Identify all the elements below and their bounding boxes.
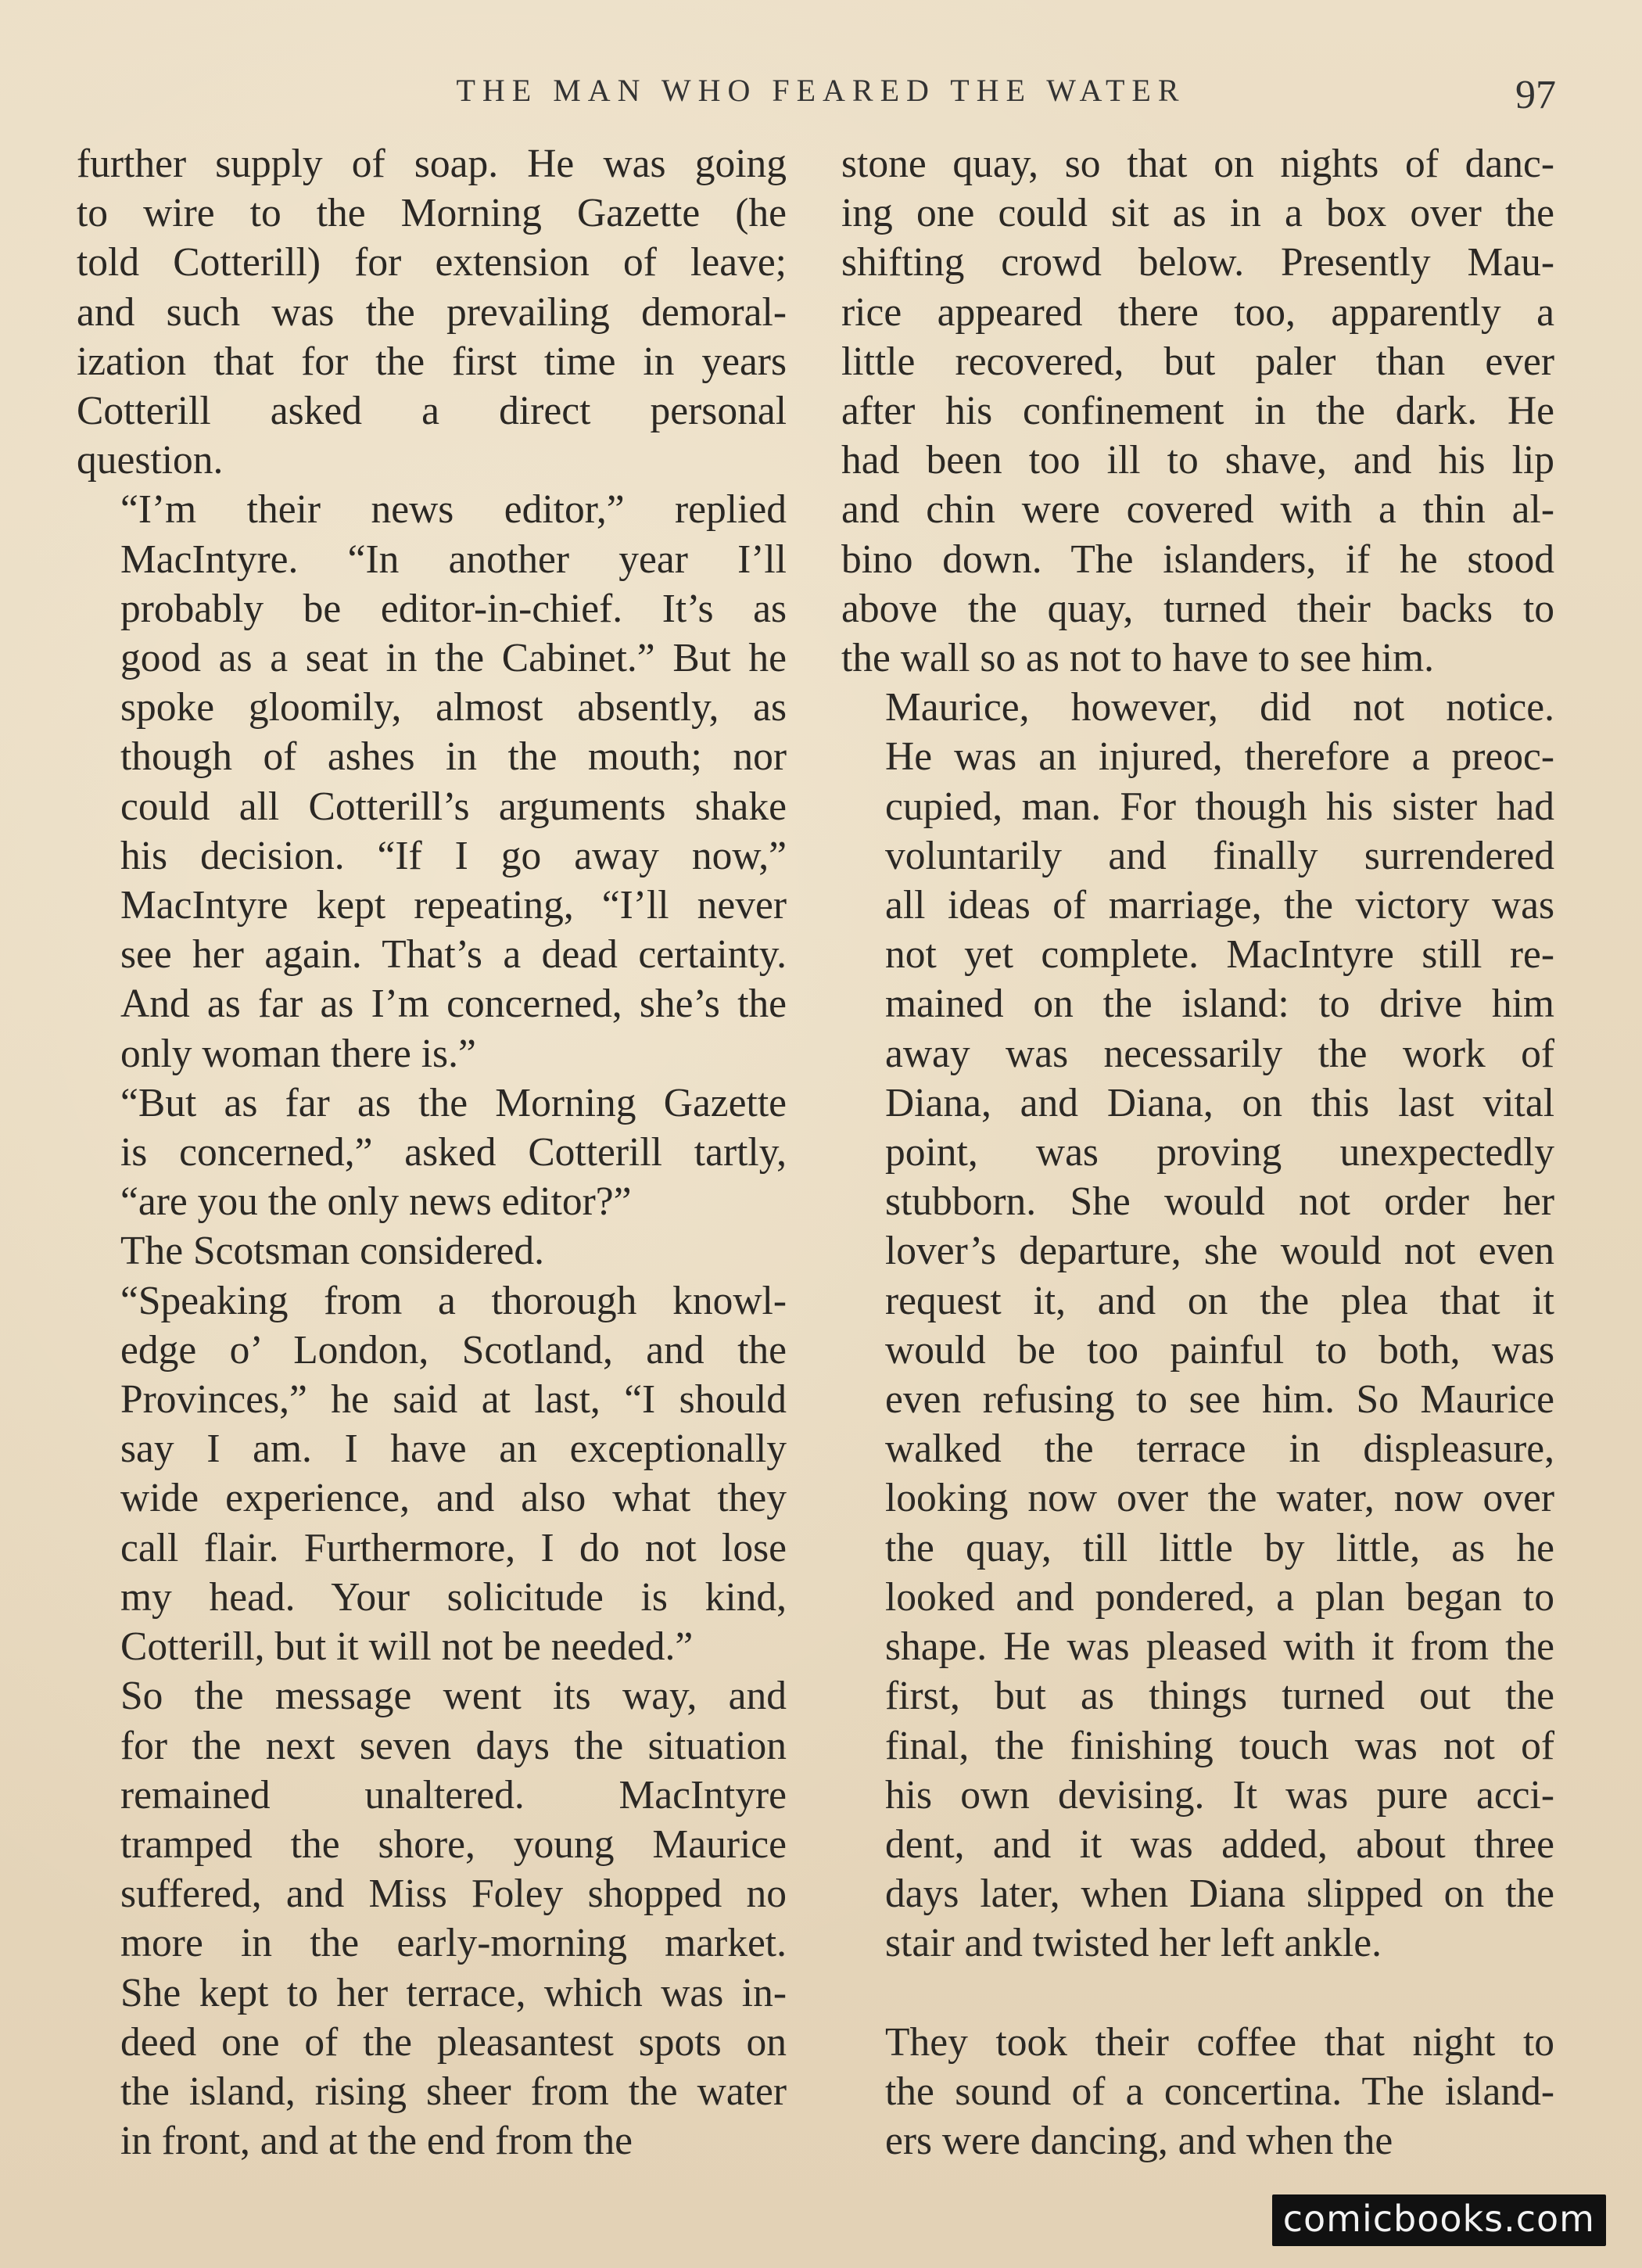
text-line: So the message went its way, and — [120, 1674, 787, 1719]
text-line: question. — [77, 438, 224, 483]
text-line: stubborn. She would not order her — [885, 1179, 1554, 1225]
text-line: days later, when Diana slipped on the — [885, 1871, 1554, 1917]
text-line: Cotterill, but it will not be needed.” — [120, 1624, 694, 1670]
text-line: his own devising. It was pure acci- — [885, 1772, 1554, 1818]
text-line: ization that for the first time in years — [77, 339, 787, 384]
text-line: edge o’ London, Scotland, and the — [120, 1327, 787, 1373]
text-line: Maurice, however, did not notice. — [885, 685, 1554, 730]
text-line: tramped the shore, young Maurice — [120, 1821, 787, 1867]
text-line: though of ashes in the mouth; nor — [120, 734, 787, 780]
text-line: told Cotterill) for extension of leave; — [77, 240, 787, 285]
text-line: my head. Your solicitude is kind, — [120, 1574, 787, 1620]
text-line: only woman there is.” — [120, 1031, 476, 1076]
text-line: probably be editor-in-chief. It’s as — [120, 586, 787, 631]
paragraph — [77, 1078, 787, 1227]
text-line: She kept to her terrace, which was in- — [120, 1970, 787, 2015]
text-line: He was an injured, therefore a preoc- — [885, 734, 1554, 780]
text-line: deed one of the pleasantest spots on — [120, 2019, 787, 2065]
paragraph — [77, 1226, 787, 1276]
text-line: And as far as I’m concerned, she’s the — [120, 981, 787, 1027]
text-line: call flair. Furthermore, I do not lose — [120, 1525, 787, 1570]
text-line: “Speaking from a thorough knowl- — [120, 1278, 787, 1323]
text-line: first, but as things turned out the — [885, 1674, 1554, 1719]
text-line: for the next seven days the situation — [120, 1723, 787, 1768]
right-column — [841, 139, 1554, 2166]
text-line: MacIntyre kept repeating, “I’ll never — [120, 883, 787, 928]
text-line: the sound of a concertina. The island- — [885, 2069, 1554, 2114]
text-line: cupied, man. For though his sister had — [885, 784, 1554, 829]
paragraph — [77, 485, 787, 1078]
text-line: looking now over the water, now over — [885, 1476, 1554, 1521]
text-line: request it, and on the plea that it — [885, 1278, 1554, 1323]
text-line: The Scotsman considered. — [120, 1229, 545, 1274]
text-line: “But as far as the Morning Gazette — [120, 1080, 787, 1125]
text-line: stone quay, so that on nights of danc- — [841, 142, 1554, 186]
text-line: not yet complete. MacIntyre still re- — [885, 932, 1554, 978]
text-line: remained unaltered. MacIntyre — [120, 1772, 787, 1818]
paragraph — [841, 683, 1554, 1968]
text-line: suffered, and Miss Foley shopped no — [120, 1871, 787, 1917]
text-line: point, was proving unexpectedly — [885, 1130, 1554, 1175]
text-line: could all Cotterill’s arguments shake — [120, 784, 787, 829]
text-line: the wall so as not to have to see him. — [841, 636, 1435, 681]
text-line: would be too painful to both, was — [885, 1327, 1554, 1373]
text-line: shifting crowd below. Presently Mau- — [841, 240, 1554, 285]
running-head: THE MAN WHO FEARED THE WATER — [456, 73, 1186, 108]
text-line: shape. He was pleased with it from the — [885, 1624, 1554, 1670]
text-line: “I’m their news editor,” replied — [120, 487, 787, 533]
text-line: to wire to the Morning Gazette (he — [77, 191, 787, 236]
text-line: is concerned,” asked Cotterill tartly, — [120, 1130, 787, 1175]
text-line: rice appeared there too, apparently a — [841, 289, 1554, 335]
text-line: even refusing to see him. So Maurice — [885, 1377, 1554, 1423]
text-line: voluntarily and finally surrendered — [885, 833, 1554, 878]
text-line: more in the early-morning market. — [120, 1921, 787, 1966]
text-line: mained on the island: to drive him — [885, 981, 1554, 1027]
paragraph — [77, 1671, 787, 2166]
text-line: had been too ill to shave, and his lip — [841, 438, 1554, 483]
text-line: walked the terrace in displeasure, — [885, 1426, 1554, 1472]
text-line: MacIntyre. “In another year I’ll — [120, 536, 787, 582]
text-line: further supply of soap. He was going — [77, 142, 787, 186]
text-line: final, the finishing touch was not of — [885, 1723, 1554, 1768]
watermark-logo[interactable]: comicbooks.com — [1272, 2194, 1606, 2246]
text-line: above the quay, turned their backs to — [841, 586, 1554, 631]
page-number: 97 — [1515, 73, 1556, 117]
text-line: little recovered, but paler than ever — [841, 339, 1554, 384]
text-line: Cotterill asked a direct personal — [77, 389, 787, 434]
text-line: all ideas of marriage, the victory was — [885, 883, 1554, 928]
text-line: away was necessarily the work of — [885, 1031, 1554, 1076]
paragraph — [841, 2018, 1554, 2166]
text-line: good as a seat in the Cabinet.” But he — [120, 636, 787, 681]
text-line: dent, and it was added, about three — [885, 1821, 1554, 1867]
text-line: say I am. I have an exceptionally — [120, 1426, 787, 1472]
text-line: ers were dancing, and when the — [885, 2118, 1393, 2163]
text-line: the island, rising sheer from the water — [120, 2069, 787, 2114]
text-line: after his confinement in the dark. He — [841, 389, 1554, 434]
text-line: wide experience, and also what they — [120, 1476, 787, 1521]
text-line: ing one could sit as in a box over the — [841, 191, 1554, 236]
paragraph — [77, 1276, 787, 1672]
text-line: “are you the only news editor?” — [120, 1179, 632, 1225]
text-line: in front, and at the end from the — [120, 2119, 633, 2164]
text-line: his decision. “If I go away now,” — [120, 833, 787, 878]
text-line: and chin were covered with a thin al- — [841, 487, 1554, 533]
text-line: bino down. The islanders, if he stood — [841, 536, 1554, 582]
text-line: Diana, and Diana, on this last vital — [885, 1080, 1554, 1125]
paragraph — [77, 139, 787, 485]
text-line: see her again. That’s a dead certainty. — [120, 932, 787, 978]
left-column — [77, 139, 787, 2166]
text-line: They took their coffee that night to — [885, 2019, 1554, 2065]
text-line: stair and twisted her left ankle. — [885, 1921, 1382, 1966]
text-line: the quay, till little by little, as he — [885, 1525, 1554, 1570]
text-line: lover’s departure, she would not even — [885, 1229, 1554, 1274]
text-line: spoke gloomily, almost absently, as — [120, 685, 787, 730]
text-line: looked and pondered, a plan began to — [885, 1574, 1554, 1620]
text-line: and such was the prevailing demoral- — [77, 289, 787, 335]
paragraph — [841, 139, 1554, 683]
text-line: Provinces,” he said at last, “I should — [120, 1377, 787, 1423]
